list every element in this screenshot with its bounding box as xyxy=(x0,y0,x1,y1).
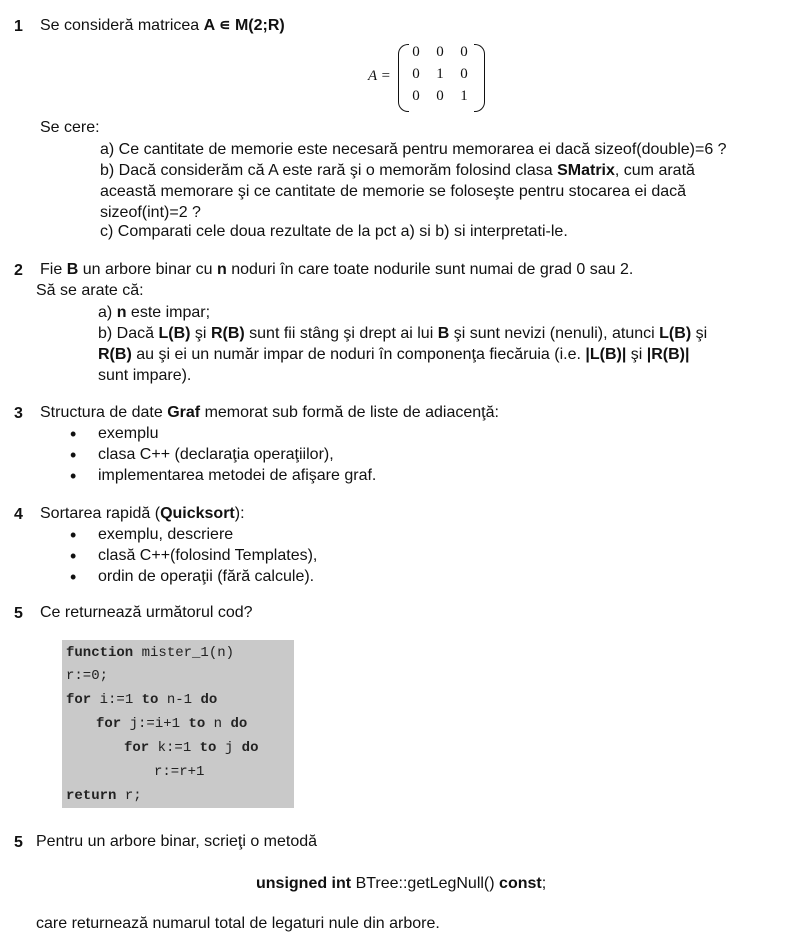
q2-item-b-line2: R(B) au şi ei un număr impar de noduri în componenţa fiecăruia (i.e. |L(B)| şi |R(B)| xyxy=(98,346,690,363)
q1-number: 1 xyxy=(14,18,23,35)
code-line-3: for i:=1 to n-1 do xyxy=(66,692,218,708)
code-line-5: for k:=1 to j do xyxy=(124,740,259,756)
q2-line2: Să se arate că: xyxy=(36,282,144,299)
code-line-1: function mister_1(n) xyxy=(66,645,235,661)
bullet-icon: • xyxy=(70,466,77,486)
matrix-cell: 0 xyxy=(412,44,420,60)
code-block xyxy=(62,640,294,808)
q1-item-b-line2: această memorare şi ce cantitate de memorie se foloseşte pentru stocarea ei dacă xyxy=(100,183,687,200)
matrix-cell: 0 xyxy=(412,66,420,82)
q4-item-2: clasă C++(folosind Templates), xyxy=(98,547,318,564)
q2-item-b-line3: sunt impare). xyxy=(98,367,192,384)
q1-item-b-line1: b) Dacă considerăm că A este rară şi o memorăm folosind clasa SMatrix, cum arată xyxy=(100,162,695,179)
q4-intro: Sortarea rapidă (Quicksort): xyxy=(40,505,245,522)
q2-item-a: a) n este impar; xyxy=(98,304,211,321)
method-signature: unsigned int BTree::getLegNull() const; xyxy=(256,875,547,892)
code-line-2: r:=0; xyxy=(66,668,109,684)
bullet-icon: • xyxy=(70,424,77,444)
q5-text: Ce returnează următorul cod? xyxy=(40,604,253,621)
q4-number: 4 xyxy=(14,506,23,523)
q3-number: 3 xyxy=(14,405,23,422)
matrix-cell: 0 xyxy=(460,44,468,60)
matrix-cell: 1 xyxy=(436,66,444,82)
q2-item-b-line1: b) Dacă L(B) şi R(B) sunt fii stâng şi drept ai lui B şi sunt nevizi (nenuli), atunci L(B) şi xyxy=(98,325,708,342)
q6-text: Pentru un arbore binar, scrieţi o metodă xyxy=(36,833,318,850)
q1-se-cere: Se cere: xyxy=(40,119,100,136)
code-line-4: for j:=i+1 to n do xyxy=(96,716,248,732)
bullet-icon: • xyxy=(70,546,77,566)
matrix-a xyxy=(368,44,488,114)
q2-line1: Fie B un arbore binar cu n noduri în care toate nodurile sunt numai de grad 0 sau 2. xyxy=(40,261,634,278)
q6-number: 5 xyxy=(14,834,23,851)
q3-item-2: clasa C++ (declaraţia operaţiilor), xyxy=(98,446,334,463)
bullet-icon: • xyxy=(70,567,77,587)
q1-intro: Se consideră matricea A ∊ M(2;R) xyxy=(40,17,285,34)
matrix-cell: 0 xyxy=(412,88,420,104)
q3-item-1: exemplu xyxy=(98,425,159,442)
bullet-icon: • xyxy=(70,525,77,545)
q3-item-3: implementarea metodei de afişare graf. xyxy=(98,467,377,484)
code-line-6: r:=r+1 xyxy=(154,764,205,780)
q4-item-3: ordin de operaţii (fără calcule). xyxy=(98,568,315,585)
matrix-cell: 1 xyxy=(460,88,468,104)
q6-final: care returnează numarul total de legaturi nule din arbore. xyxy=(36,915,440,932)
q1-item-a: a) Ce cantitate de memorie este necesară pentru memorarea ei dacă sizeof(double)=6 ? xyxy=(100,141,727,158)
matrix-cell: 0 xyxy=(436,44,444,60)
q1-item-c: c) Comparati cele doua rezultate de la pct a) si b) si interpretati-le. xyxy=(100,223,568,240)
matrix-right-paren xyxy=(474,44,485,112)
code-line-7: return r; xyxy=(66,788,142,804)
q4-item-1: exemplu, descriere xyxy=(98,526,234,543)
bullet-icon: • xyxy=(70,445,77,465)
matrix-label: A = xyxy=(368,68,391,84)
q3-intro: Structura de date Graf memorat sub formă de liste de adiacenţă: xyxy=(40,404,499,421)
matrix-cell: 0 xyxy=(460,66,468,82)
q1-item-b-line3: sizeof(int)=2 ? xyxy=(100,204,201,221)
q5-number: 5 xyxy=(14,605,23,622)
matrix-cell: 0 xyxy=(436,88,444,104)
q2-number: 2 xyxy=(14,262,23,279)
matrix-grid xyxy=(404,44,476,110)
